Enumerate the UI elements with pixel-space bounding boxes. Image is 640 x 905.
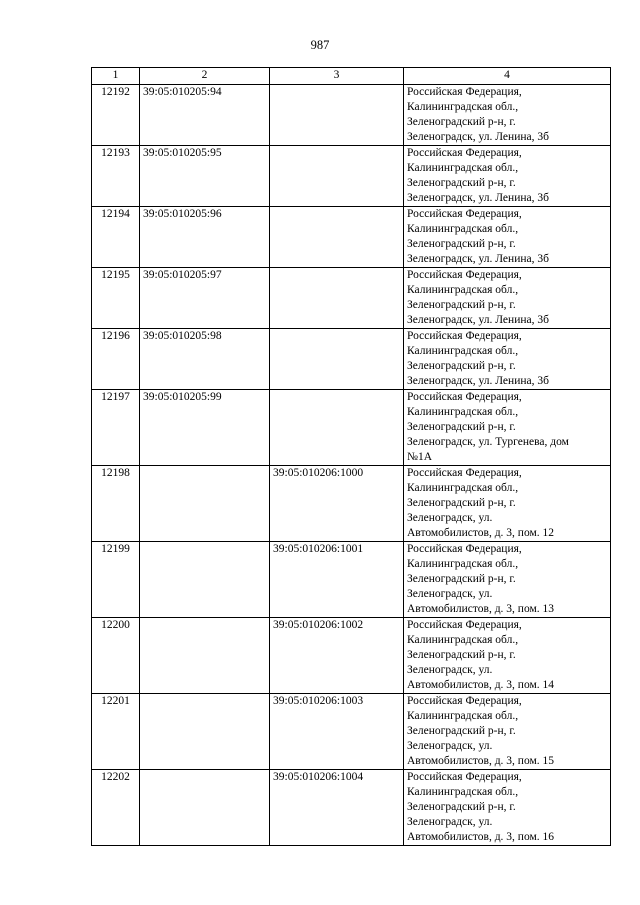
address-line: Калининградская обл., [407, 223, 519, 235]
row-number: 12192 [92, 85, 140, 146]
table-row [92, 694, 611, 770]
address-line: Зеленоградский р-н, г. [407, 649, 516, 661]
address-line: Зеленоградский р-н, г. [407, 573, 516, 585]
address-line: Калининградская обл., [407, 634, 519, 646]
table-row [92, 207, 611, 268]
row-number: 12198 [92, 466, 140, 542]
address-line: Автомобилистов, д. 3, пом. 14 [407, 679, 555, 691]
cadastral-number-alt-cell [270, 268, 404, 329]
registry-table [91, 67, 611, 846]
address-line: Автомобилистов, д. 3, пом. 16 [407, 831, 555, 843]
table-row [92, 146, 611, 207]
address-line: Зеленоградск, ул. Ленина, 3б [407, 314, 549, 326]
address-line: Зеленоградский р-н, г. [407, 801, 516, 813]
cadastral-number-cell [140, 618, 270, 694]
cadastral-number-cell: 39:05:010205:95 [140, 146, 270, 207]
table-row [92, 268, 611, 329]
cadastral-number-alt-cell [270, 329, 404, 390]
address-line: Российская Федерация, [407, 269, 522, 281]
address-line: Зеленоградск, ул. Ленина, 3б [407, 375, 549, 387]
cadastral-number-cell: 39:05:010205:94 [140, 85, 270, 146]
address-line: Калининградская обл., [407, 710, 519, 722]
cadastral-number-cell: 39:05:010205:98 [140, 329, 270, 390]
address-line: Зеленоградск, ул. [407, 588, 493, 600]
table-row [92, 85, 611, 146]
cadastral-number-cell: 39:05:010205:99 [140, 390, 270, 466]
cadastral-number-cell [140, 770, 270, 846]
address-cell [404, 466, 611, 542]
address-line: Калининградская обл., [407, 558, 519, 570]
row-number: 12197 [92, 390, 140, 466]
cadastral-number-cell [140, 694, 270, 770]
address-line: Российская Федерация, [407, 467, 522, 479]
address-line: №1А [407, 451, 433, 463]
table-row [92, 618, 611, 694]
address-line: Российская Федерация, [407, 86, 522, 98]
address-line: Зеленоградск, ул. Ленина, 3б [407, 131, 549, 143]
address-line: Российская Федерация, [407, 147, 522, 159]
address-cell [404, 770, 611, 846]
cadastral-number-alt-cell: 39:05:010206:1001 [270, 542, 404, 618]
address-line: Калининградская обл., [407, 406, 519, 418]
address-line: Зеленоградский р-н, г. [407, 116, 516, 128]
address-line: Зеленоградск, ул. Ленина, 3б [407, 253, 549, 265]
page-number: 987 [310, 38, 330, 52]
address-line: Зеленоградский р-н, г. [407, 421, 516, 433]
cadastral-number-cell: 39:05:010205:97 [140, 268, 270, 329]
address-line: Зеленоградск, ул. [407, 512, 493, 524]
table-row [92, 329, 611, 390]
column-header-4: 4 [404, 68, 611, 85]
address-line: Зеленоградск, ул. [407, 816, 493, 828]
address-line: Калининградская обл., [407, 482, 519, 494]
address-line: Калининградская обл., [407, 786, 519, 798]
address-line: Зеленоградский р-н, г. [407, 725, 516, 737]
address-line: Зеленоградский р-н, г. [407, 177, 516, 189]
address-line: Российская Федерация, [407, 391, 522, 403]
address-line: Российская Федерация, [407, 619, 522, 631]
address-line: Автомобилистов, д. 3, пом. 15 [407, 755, 555, 767]
row-number: 12201 [92, 694, 140, 770]
table-header-row [92, 68, 611, 85]
cadastral-number-alt-cell: 39:05:010206:1002 [270, 618, 404, 694]
address-line: Зеленоградск, ул. Тургенева, дом [407, 436, 569, 448]
cadastral-number-alt-cell [270, 390, 404, 466]
column-header-3: 3 [270, 68, 404, 85]
table-row [92, 542, 611, 618]
row-number: 12195 [92, 268, 140, 329]
address-line: Российская Федерация, [407, 330, 522, 342]
address-cell [404, 146, 611, 207]
table-row [92, 390, 611, 466]
cadastral-number-alt-cell [270, 207, 404, 268]
cadastral-number-alt-cell: 39:05:010206:1000 [270, 466, 404, 542]
column-header-1: 1 [92, 68, 140, 85]
address-line: Российская Федерация, [407, 208, 522, 220]
cadastral-number-cell: 39:05:010205:96 [140, 207, 270, 268]
cadastral-number-alt-cell [270, 85, 404, 146]
column-header-2: 2 [140, 68, 270, 85]
address-line: Зеленоградский р-н, г. [407, 360, 516, 372]
table-row [92, 466, 611, 542]
address-line: Зеленоградск, ул. [407, 740, 493, 752]
table-row [92, 770, 611, 846]
address-line: Зеленоградский р-н, г. [407, 238, 516, 250]
address-cell [404, 268, 611, 329]
cadastral-number-alt-cell: 39:05:010206:1003 [270, 694, 404, 770]
address-line: Автомобилистов, д. 3, пом. 13 [407, 603, 555, 615]
address-line: Калининградская обл., [407, 345, 519, 357]
cadastral-number-cell [140, 542, 270, 618]
address-line: Зеленоградский р-н, г. [407, 497, 516, 509]
row-number: 12196 [92, 329, 140, 390]
address-cell [404, 618, 611, 694]
address-line: Автомобилистов, д. 3, пом. 12 [407, 527, 555, 539]
table-body [92, 85, 611, 846]
address-cell [404, 694, 611, 770]
row-number: 12193 [92, 146, 140, 207]
address-line: Зеленоградск, ул. [407, 664, 493, 676]
address-cell [404, 207, 611, 268]
address-line: Зеленоградский р-н, г. [407, 299, 516, 311]
address-line: Российская Федерация, [407, 771, 522, 783]
address-cell [404, 542, 611, 618]
address-line: Калининградская обл., [407, 284, 519, 296]
address-line: Калининградская обл., [407, 101, 519, 113]
address-line: Российская Федерация, [407, 543, 522, 555]
row-number: 12199 [92, 542, 140, 618]
row-number: 12202 [92, 770, 140, 846]
cadastral-number-cell [140, 466, 270, 542]
address-line: Российская Федерация, [407, 695, 522, 707]
cadastral-number-alt-cell [270, 146, 404, 207]
address-cell [404, 329, 611, 390]
row-number: 12194 [92, 207, 140, 268]
address-line: Зеленоградск, ул. Ленина, 3б [407, 192, 549, 204]
cadastral-number-alt-cell: 39:05:010206:1004 [270, 770, 404, 846]
address-cell [404, 85, 611, 146]
row-number: 12200 [92, 618, 140, 694]
address-cell [404, 390, 611, 466]
address-line: Калининградская обл., [407, 162, 519, 174]
